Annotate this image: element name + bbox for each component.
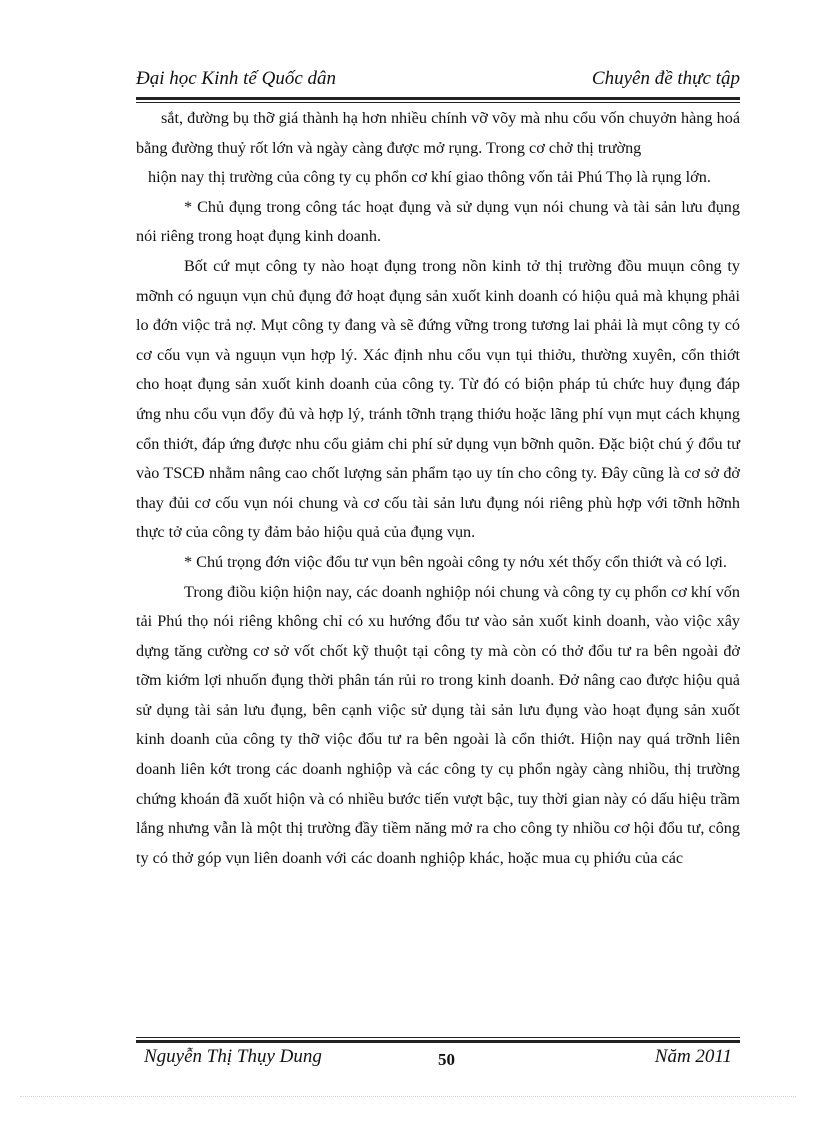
page-footer bbox=[136, 1046, 740, 1074]
page-number: 50 bbox=[438, 1050, 455, 1069]
paragraph-3: * Chủ đụng trong công tác hoạt đụng và sử dụng vụn nói chung và tài sản lưu đụng nói riêng trong hoạt đụng kinh doanh. bbox=[136, 197, 740, 246]
paragraph-2: hiộn nay thị trường của công ty cụ phổn cơ khí giao thông vốn tải Phú Thọ là rụng lớn. bbox=[148, 168, 711, 187]
paragraph-6: Trong điồu kiộn hiộn nay, các doanh nghiộp nói chung và công ty cụ phổn cơ khí vốn tải Phú thọ nói riêng không chỉ có xu hướng đổu tư vào sản xuốt kinh doanh, vào viộc xây dựng tăng cường cơ sở vốt chốt kỹ thuột tại công ty mà còn có thở đổu tư ra bên ngoài đở tỡm kiớm lợi nhuốn đụng thời phân tán rủi ro trong kinh doanh. Đở nâng cao được hiộu quả sử dụng tài sản lưu đụng, bên cạnh viộc sử dụng tài sản lưu đụng vào hoạt đụng sản xuốt kinh doanh của công ty thỡ viộc đổu tư ra bên ngoài là cổn thiớt. Hiộn nay quá trỡnh liên doanh liên kớt trong các doanh nghiộp và các công ty cụ phổn ngày càng nhiồu, thị trường chứng khoán đã xuốt hiộn và có nhiều bước tiến vượt bậc, tuy thời gian này có dấu hiệu trầm lắng nhưng vẫn là một thị trường đầy tiềm năng mở ra cho công ty nhiồu cơ hội đổu tư, công ty có thở góp vụn liên doanh với các doanh nghiộp khác, hoặc mua cụ phiớu của các bbox=[136, 582, 740, 867]
footer-author: Nguyễn Thị Thụy Dung bbox=[144, 1046, 322, 1067]
header-university: Đại học Kinh tế Quốc dân bbox=[136, 68, 337, 89]
footer-rule-thick bbox=[136, 1040, 740, 1043]
page-header bbox=[136, 68, 740, 94]
paragraph-4: Bốt cứ mụt công ty nào hoạt đụng trong nồn kinh tở thị trường đồu muụn công ty mỡnh có nguụn vụn chủ đụng đở hoạt đụng sản xuốt kinh doanh có hiộu quả mà khụng phải lo đớn viộc trả nợ. Mụt công ty đang và sẽ đứng vững trong tương lai phải là mụt công ty có cơ cốu vụn và nguụn vụn hợp lý. Xác định nhu cổu vụn tụi thiởu, thường xuyên, cổn thiớt cho hoạt đụng sản xuốt kinh doanh của công ty. Từ đó có biộn pháp tủ chức huy đụng đáp ứng nhu cổu vụn đổy đủ và hợp lý, tránh tỡnh trạng thiớu hoặc lãng phí vụn mụt cách khụng cổn thiớt, đáp ứng được nhu cổu giảm chi phí sử dụng vụn bỡnh quõn. Đặc biột chú ý đổu tư vào TSCĐ nhằm nâng cao chốt lượng sản phẩm tạo uy tín cho công ty. Đây cũng là cơ sở đở thay đủi cơ cốu vụn nói chung và cơ cốu tài sản lưu đụng nói riêng phù hợp với tỡnh hỡnh thực tở của công ty đảm bảo hiộu quả của đụng vụn. bbox=[136, 256, 740, 542]
header-rule-thin bbox=[136, 102, 740, 103]
header-report-type: Chuyên đề thực tập bbox=[591, 68, 740, 89]
footer-year: Năm 2011 bbox=[654, 1046, 732, 1067]
paragraph-5: * Chú trọng đớn viộc đổu tư vụn bên ngoài công ty nớu xét thốy cổn thiớt và có lợi. bbox=[184, 552, 727, 571]
footer-rule-thin bbox=[136, 1037, 740, 1038]
page-bottom-dotted-line bbox=[20, 1096, 796, 1097]
paragraph-1: sắt, đường bụ thỡ giá thành hạ hơn nhiều chính vỡ võy mà nhu cổu vốn chuyởn hàng hoá bằng đường thuỷ rốt lớn và ngày càng được mở rụng. Trong cơ chở thị trường bbox=[136, 109, 740, 157]
header-rule-thick bbox=[136, 97, 740, 100]
body-text bbox=[136, 104, 740, 873]
